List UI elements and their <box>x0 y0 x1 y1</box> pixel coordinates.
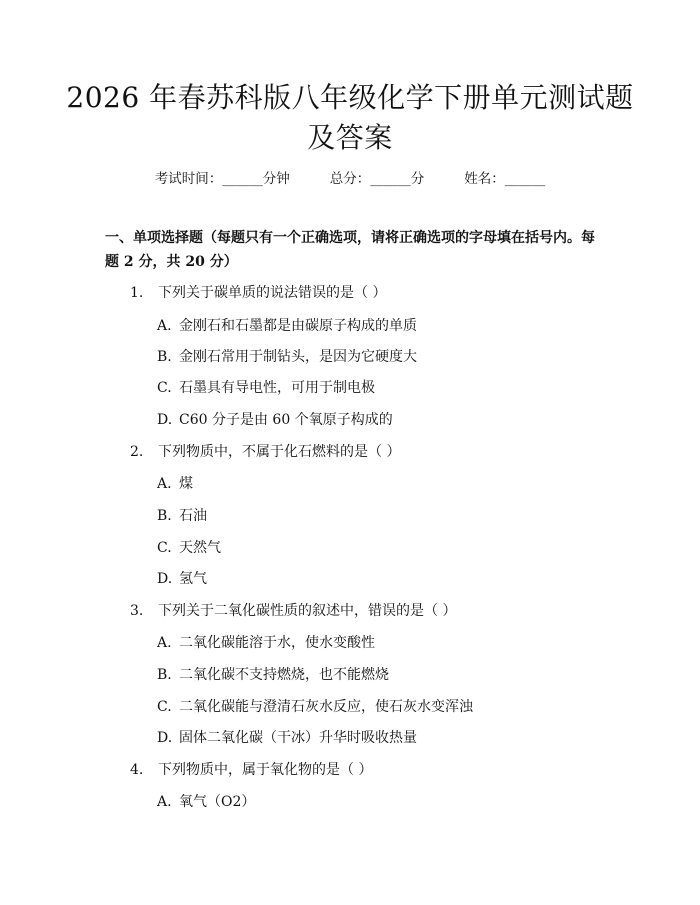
question-4: 4. 下列物质中，属于氧化物的是（ ） <box>130 762 373 778</box>
option-2d: D. 氢气 <box>157 571 207 587</box>
option-3a: A. 二氧化碳能溶于水，使水变酸性 <box>157 635 375 651</box>
option-3b: B. 二氧化碳不支持燃烧，也不能燃烧 <box>157 667 389 683</box>
option-1c: C. 石墨具有导电性，可用于制电极 <box>157 380 375 396</box>
option-2c: C. 天然气 <box>157 540 221 556</box>
student-name-field: 姓名：______ <box>464 171 546 187</box>
document-title: 2026 年春苏科版八年级化学下册单元测试题及答案 <box>66 81 634 154</box>
question-text: 下列关于碳单质的说法错误的是（ ） <box>158 285 387 301</box>
section-heading: 一、单项选择题（每题只有一个正确选项，请将正确选项的字母填在括号内。每题 2 分，共 20 分） <box>105 230 595 270</box>
question-3: 3. 下列关于二氧化碳性质的叙述中，错误的是（ ） <box>130 603 457 619</box>
option-1b: B. 金刚石常用于制钻头，是因为它硬度大 <box>157 349 417 365</box>
question-text: 下列物质中，属于氧化物的是（ ） <box>158 762 373 778</box>
question-text: 下列关于二氧化碳性质的叙述中，错误的是（ ） <box>158 603 457 619</box>
question-1: 1. 下列关于碳单质的说法错误的是（ ） <box>130 285 387 301</box>
option-2a: A. 煤 <box>157 476 193 492</box>
option-3d: D. 固体二氧化碳（干冰）升华时吸收热量 <box>157 730 417 746</box>
option-4a: A. 氧气（O2） <box>157 794 256 810</box>
question-2: 2. 下列物质中，不属于化石燃料的是（ ） <box>130 444 401 460</box>
question-text: 下列物质中，不属于化石燃料的是（ ） <box>158 444 401 460</box>
exam-info <box>0 167 700 187</box>
option-3c: C. 二氧化碳能与澄清石灰水反应，使石灰水变浑浊 <box>157 699 473 715</box>
option-1a: A. 金刚石和石墨都是由碳原子构成的单质 <box>157 318 417 334</box>
total-score-field: 总分：______分 <box>329 171 425 187</box>
exam-time-field: 考试时间：______分钟 <box>154 171 290 187</box>
option-2b: B. 石油 <box>157 508 207 524</box>
option-1d: D. C60 分子是由 60 个氧原子构成的 <box>157 412 393 428</box>
